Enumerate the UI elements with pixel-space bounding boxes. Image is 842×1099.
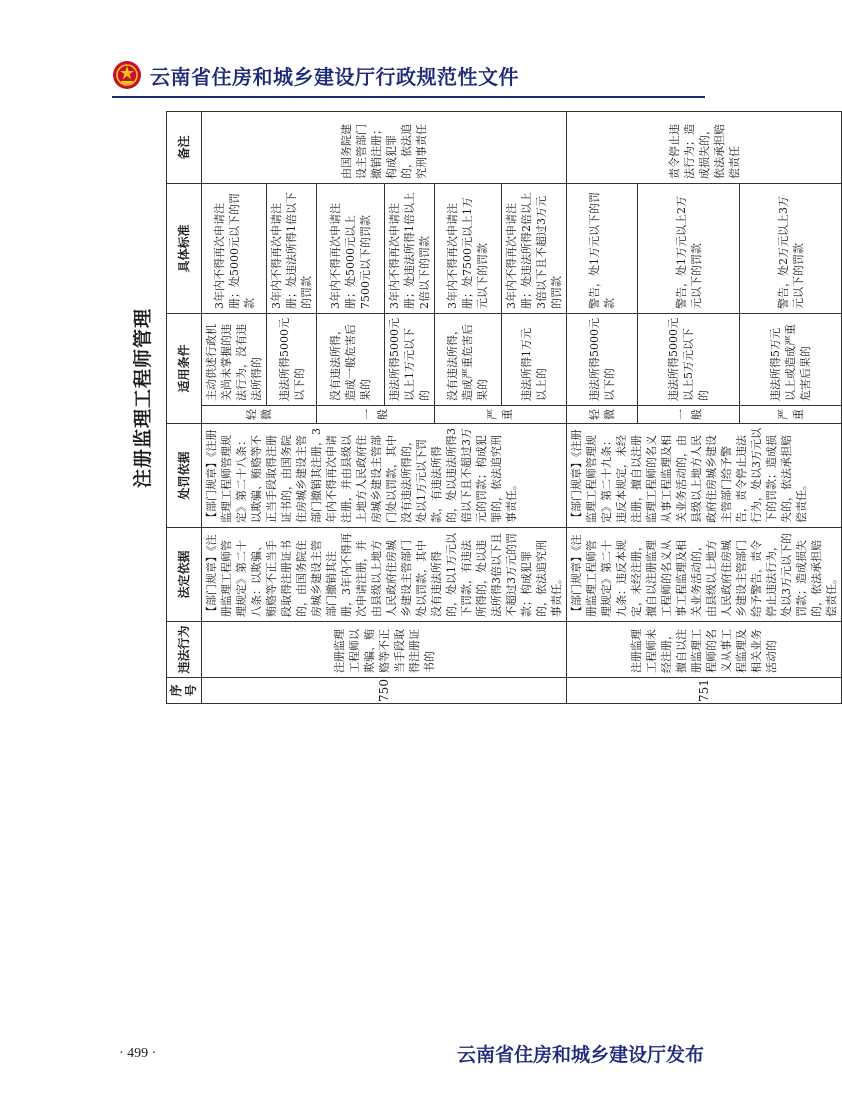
header-seq: 序号 bbox=[167, 678, 202, 704]
row-seq: 750 bbox=[202, 678, 567, 704]
header-remark: 备注 bbox=[167, 111, 202, 183]
standard-cell: 3年内不得再次申请注册；处违法所得1倍以下的罚款 bbox=[267, 183, 317, 313]
header-behavior: 违法行为 bbox=[167, 622, 202, 678]
header-penalty-basis: 处罚依据 bbox=[167, 424, 202, 528]
page-number: · 499 · bbox=[119, 1046, 157, 1061]
row-legal-basis: 【部门规章】《注册监理工程师管理规定》第二十九条：违反本规定，未经注册，擅自以注册监理工程师的名义从事工程监理及相关业务活动的，由县级以上地方人民政府住房城乡建设主管部门给予警告，责令停止违法行为，处以3万元以下的罚款；造成损失的，依法承担赔偿责任。 bbox=[567, 528, 842, 622]
condition-cell: 没有违法所得，造成一般危害后果的 bbox=[317, 313, 385, 405]
condition-cell: 没有违法所得，造成严重危害后果的 bbox=[434, 313, 502, 405]
row-penalty-basis: 【部门规章】《注册监理工程师管理规定》第二十八条：以欺骗、贿赂等不正当手段取得注册证书的，由国务院住房城乡建设主管部门撤销其注册，3年内不得再次申请注册，并由县级以上地方人民政府住房城乡建设主管部门处以罚款，其中没有违法所得的，处以1万元以下罚款，有违法所得的，处以违法所得3倍以下且不超过3万元的罚款；构成犯罪的，依法追究刑事责任。 bbox=[202, 424, 567, 528]
standard-cell: 警告，处1万元以上2万元以下的罚款 bbox=[638, 183, 740, 313]
standard-cell: 3年内不得再次申请注册；处5000元以下的罚款 bbox=[202, 183, 267, 313]
condition-cell: 违法所得5万元以上或造成严重危害后果的 bbox=[740, 313, 842, 405]
standard-cell: 3年内不得再次申请注册；处7500元以上1万元以下的罚款 bbox=[434, 183, 502, 313]
level-label: 轻微 bbox=[567, 406, 638, 424]
level-label: 轻微 bbox=[202, 406, 317, 424]
national-emblem-icon bbox=[112, 60, 142, 90]
rotated-table-area bbox=[124, 92, 838, 704]
condition-cell: 违法所得1万元以上的 bbox=[502, 313, 567, 405]
row-remark: 由国务院建设主管部门撤销注册；构成犯罪的，依法追究刑事责任 bbox=[202, 111, 567, 183]
penalty-table bbox=[166, 111, 842, 704]
level-label: 一般 bbox=[638, 406, 740, 424]
condition-cell: 违法所得5000元以上5万元以下的 bbox=[638, 313, 740, 405]
level-label: 一般 bbox=[317, 406, 435, 424]
standard-cell: 警告，处1万元以下的罚款 bbox=[567, 183, 638, 313]
header-standard: 具体标准 bbox=[167, 183, 202, 313]
row-legal-basis: 【部门规章】《注册监理工程师管理规定》第二十八条：以欺骗、贿赂等不正当手段取得注册证书的，由国务院住房城乡建设主管部门撤销其注册，3年内不得再次申请注册，并由县级以上地方人民政府住房城乡建设主管部门处以罚款，其中没有违法所得的，处以1万元以下罚款，有违法所得的，处以违法所得3倍以下且不超过3万元的罚款；构成犯罪的，依法追究刑事责任。 bbox=[202, 528, 567, 622]
condition-cell: 违法所得5000元以下的 bbox=[267, 313, 317, 405]
table-title: 注册监理工程师管理 bbox=[132, 308, 154, 489]
header-legal-basis: 法定依据 bbox=[167, 528, 202, 622]
condition-cell: 主动供述行政机关尚未掌握的违法行为，没有违法所得的 bbox=[202, 313, 267, 405]
row-remark: 责令停止违法行为；造成损失的，依法承担赔偿责任 bbox=[567, 111, 842, 183]
table-row bbox=[567, 111, 638, 703]
level-label: 严重 bbox=[740, 406, 842, 424]
level-label: 严重 bbox=[434, 406, 567, 424]
condition-cell: 违法所得5000元以上1万元以下的 bbox=[384, 313, 434, 405]
row-behavior: 注册监理工程师以欺骗、贿赂等不正当手段取得注册证书的 bbox=[202, 622, 567, 678]
publisher-footer: 云南省住房和城乡建设厅发布 bbox=[456, 1044, 704, 1066]
row-penalty-basis: 【部门规章】《注册监理工程师管理规定》第二十九条：违反本规定，未经注册，擅自以注册监理工程师的名义从事工程监理及相关业务活动的，由县级以上地方人民政府住房城乡建设主管部门给予警告，责令停止违法行为，处以3万元以下的罚款；造成损失的，依法承担赔偿责任。 bbox=[567, 424, 842, 528]
header-title: 云南省住房和城乡建设厅行政规范性文件 bbox=[150, 64, 519, 89]
standard-cell: 警告，处2万元以上3万元以下的罚款 bbox=[740, 183, 842, 313]
header-condition: 适用条件 bbox=[167, 313, 202, 423]
row-behavior: 注册监理工程师未经注册，擅自以注册监理工程师的名义从事工程监理及相关业务活动的 bbox=[567, 622, 842, 678]
standard-cell: 3年内不得再次申请注册；处5000元以上7500元以下的罚款 bbox=[317, 183, 385, 313]
table-row bbox=[202, 111, 267, 703]
document-header bbox=[112, 60, 519, 90]
row-seq: 751 bbox=[567, 678, 842, 704]
standard-cell: 3年内不得再次申请注册；处违法所得2倍以上3倍以下且不超过3万元的罚款 bbox=[502, 183, 567, 313]
condition-cell: 违法所得5000元以下的 bbox=[567, 313, 638, 405]
standard-cell: 3年内不得再次申请注册；处违法所得1倍以上2倍以下的罚款 bbox=[384, 183, 434, 313]
table-header-row bbox=[167, 111, 202, 703]
